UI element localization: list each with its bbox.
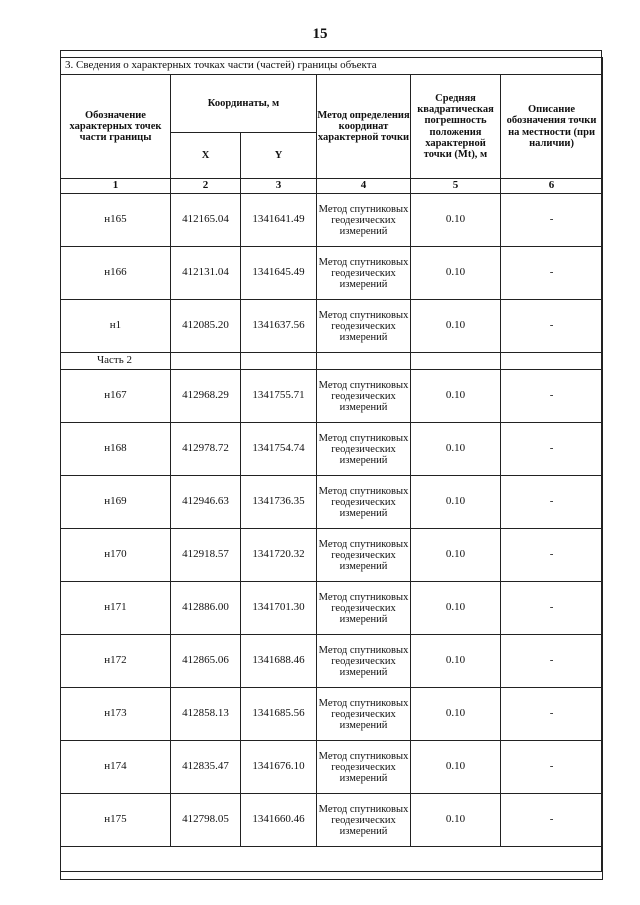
point-id: н167 bbox=[61, 370, 171, 423]
coord-x: 412085.20 bbox=[171, 300, 241, 353]
empty-cell bbox=[317, 353, 411, 370]
accuracy-cell: 0.10 bbox=[411, 194, 501, 247]
col-number: 3 bbox=[241, 179, 317, 194]
page-number: 15 bbox=[312, 26, 328, 42]
accuracy-cell: 0.10 bbox=[411, 476, 501, 529]
point-id: н172 bbox=[61, 635, 171, 688]
table-row bbox=[61, 194, 603, 247]
table-row bbox=[61, 794, 603, 847]
coord-y: 1341685.56 bbox=[241, 688, 317, 741]
method-cell: Метод спутниковых геодезических измерений bbox=[317, 370, 411, 423]
coord-y: 1341701.30 bbox=[241, 582, 317, 635]
method-cell: Метод спутниковых геодезических измерений bbox=[317, 423, 411, 476]
header-point-designation: Обозначение характерных точек части границы bbox=[61, 75, 171, 179]
header-y: Y bbox=[241, 133, 317, 179]
empty-cell bbox=[241, 353, 317, 370]
coord-x: 412798.05 bbox=[171, 794, 241, 847]
description-cell: - bbox=[501, 194, 603, 247]
description-cell: - bbox=[501, 476, 603, 529]
method-cell: Метод спутниковых геодезических измерений bbox=[317, 688, 411, 741]
header-accuracy: Средняя квадратическая погрешность положения характерной точки (Mt), м bbox=[411, 75, 501, 179]
method-cell: Метод спутниковых геодезических измерений bbox=[317, 194, 411, 247]
accuracy-cell: 0.10 bbox=[411, 741, 501, 794]
accuracy-cell: 0.10 bbox=[411, 300, 501, 353]
description-cell: - bbox=[501, 635, 603, 688]
coord-y: 1341660.46 bbox=[241, 794, 317, 847]
coord-x: 412865.06 bbox=[171, 635, 241, 688]
empty-cell bbox=[171, 353, 241, 370]
coord-x: 412918.57 bbox=[171, 529, 241, 582]
description-cell: - bbox=[501, 794, 603, 847]
description-cell: - bbox=[501, 300, 603, 353]
coord-y: 1341645.49 bbox=[241, 247, 317, 300]
empty-row bbox=[61, 847, 603, 880]
point-id: н1 bbox=[61, 300, 171, 353]
method-cell: Метод спутниковых геодезических измерений bbox=[317, 476, 411, 529]
method-cell: Метод спутниковых геодезических измерений bbox=[317, 741, 411, 794]
col-number: 2 bbox=[171, 179, 241, 194]
accuracy-cell: 0.10 bbox=[411, 688, 501, 741]
table-row bbox=[61, 300, 603, 353]
description-cell: - bbox=[501, 688, 603, 741]
table-row bbox=[61, 688, 603, 741]
coord-y: 1341720.32 bbox=[241, 529, 317, 582]
point-id: н175 bbox=[61, 794, 171, 847]
coord-x: 412858.13 bbox=[171, 688, 241, 741]
method-cell: Метод спутниковых геодезических измерений bbox=[317, 300, 411, 353]
description-cell: - bbox=[501, 370, 603, 423]
point-id: н174 bbox=[61, 741, 171, 794]
col-number: 5 bbox=[411, 179, 501, 194]
accuracy-cell: 0.10 bbox=[411, 247, 501, 300]
description-cell: - bbox=[501, 582, 603, 635]
point-id: н171 bbox=[61, 582, 171, 635]
header-method: Метод определения координат характерной точки bbox=[317, 75, 411, 179]
accuracy-cell: 0.10 bbox=[411, 370, 501, 423]
coord-x: 412835.47 bbox=[171, 741, 241, 794]
header-description: Описание обозначения точки на местности (при наличии) bbox=[501, 75, 603, 179]
header-coordinates: Координаты, м bbox=[171, 75, 317, 133]
method-cell: Метод спутниковых геодезических измерений bbox=[317, 794, 411, 847]
accuracy-cell: 0.10 bbox=[411, 423, 501, 476]
empty-cell bbox=[61, 847, 603, 880]
coord-x: 412165.04 bbox=[171, 194, 241, 247]
table-row bbox=[61, 423, 603, 476]
description-cell: - bbox=[501, 423, 603, 476]
table-row bbox=[61, 582, 603, 635]
coord-x: 412131.04 bbox=[171, 247, 241, 300]
description-cell: - bbox=[501, 247, 603, 300]
coord-y: 1341688.46 bbox=[241, 635, 317, 688]
point-id: н170 bbox=[61, 529, 171, 582]
part-label: Часть 2 bbox=[61, 353, 171, 370]
table-row bbox=[61, 529, 603, 582]
header-x: X bbox=[171, 133, 241, 179]
table-row bbox=[61, 635, 603, 688]
accuracy-cell: 0.10 bbox=[411, 582, 501, 635]
coord-x: 412968.29 bbox=[171, 370, 241, 423]
col-number: 4 bbox=[317, 179, 411, 194]
section-title: 3. Сведения о характерных точках части (частей) границы объекта bbox=[61, 58, 603, 75]
description-cell: - bbox=[501, 529, 603, 582]
table-row bbox=[61, 370, 603, 423]
point-id: н169 bbox=[61, 476, 171, 529]
point-id: н173 bbox=[61, 688, 171, 741]
coord-x: 412886.00 bbox=[171, 582, 241, 635]
accuracy-cell: 0.10 bbox=[411, 794, 501, 847]
coord-y: 1341676.10 bbox=[241, 741, 317, 794]
table-row bbox=[61, 476, 603, 529]
part-row bbox=[61, 353, 603, 370]
description-cell: - bbox=[501, 741, 603, 794]
coord-x: 412946.63 bbox=[171, 476, 241, 529]
table-row bbox=[61, 247, 603, 300]
point-id: н168 bbox=[61, 423, 171, 476]
accuracy-cell: 0.10 bbox=[411, 529, 501, 582]
col-number: 1 bbox=[61, 179, 171, 194]
coord-y: 1341736.35 bbox=[241, 476, 317, 529]
accuracy-cell: 0.10 bbox=[411, 635, 501, 688]
col-number: 6 bbox=[501, 179, 603, 194]
coord-y: 1341641.49 bbox=[241, 194, 317, 247]
coord-x: 412978.72 bbox=[171, 423, 241, 476]
empty-cell bbox=[411, 353, 501, 370]
point-id: н165 bbox=[61, 194, 171, 247]
empty-cell bbox=[501, 353, 603, 370]
method-cell: Метод спутниковых геодезических измерений bbox=[317, 582, 411, 635]
coord-y: 1341754.74 bbox=[241, 423, 317, 476]
method-cell: Метод спутниковых геодезических измерений bbox=[317, 635, 411, 688]
coord-y: 1341755.71 bbox=[241, 370, 317, 423]
table-row bbox=[61, 741, 603, 794]
boundary-points-table bbox=[60, 57, 603, 880]
method-cell: Метод спутниковых геодезических измерений bbox=[317, 247, 411, 300]
method-cell: Метод спутниковых геодезических измерений bbox=[317, 529, 411, 582]
coord-y: 1341637.56 bbox=[241, 300, 317, 353]
point-id: н166 bbox=[61, 247, 171, 300]
